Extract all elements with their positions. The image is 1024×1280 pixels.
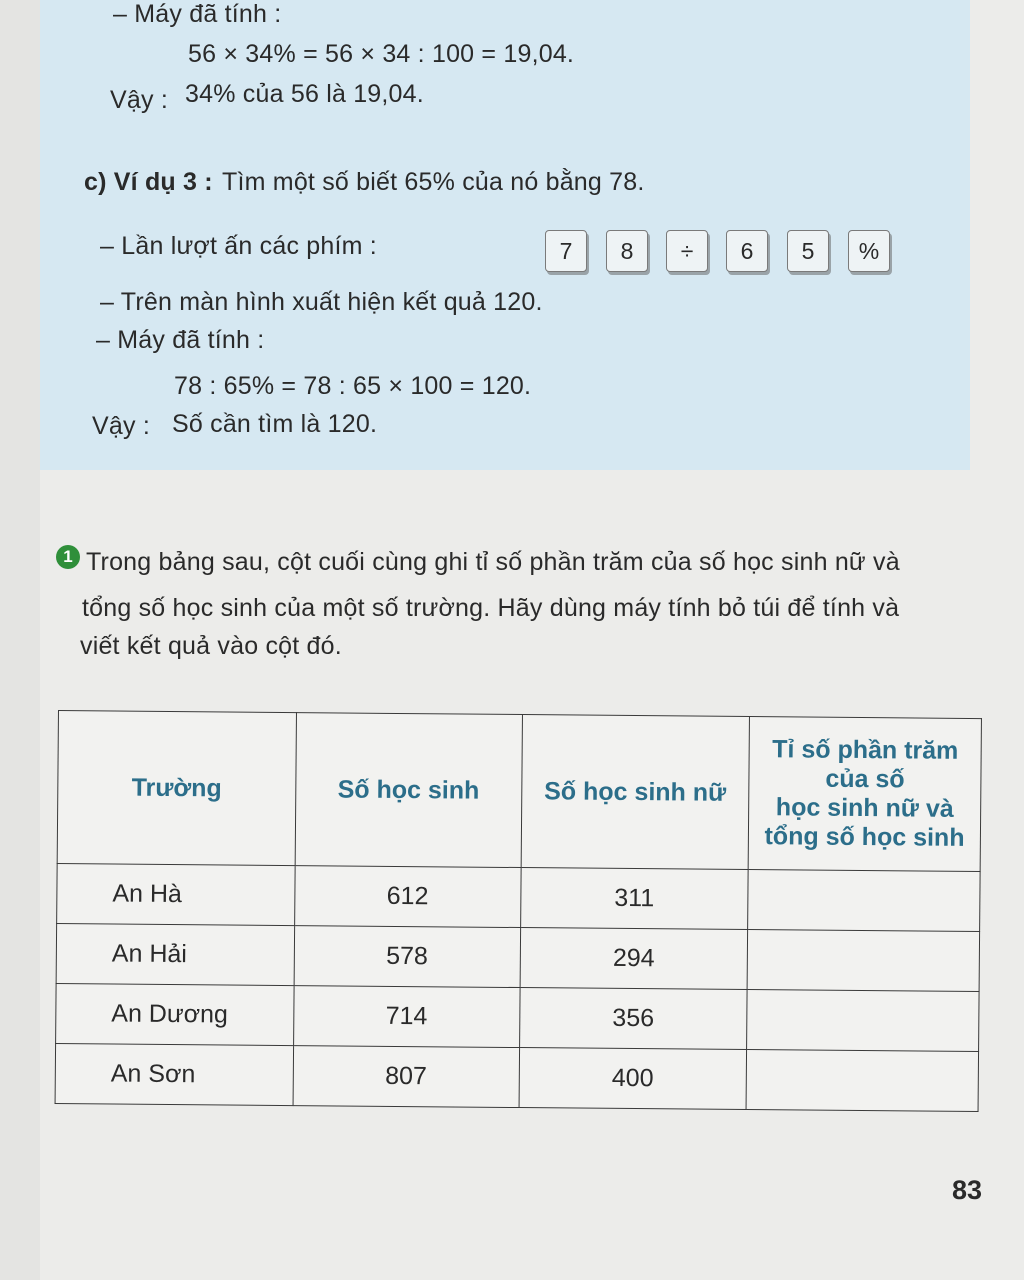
header-ratio-line: Tỉ số phần trăm <box>772 735 959 765</box>
conclusion-text-b: 34% của 56 là 19,04. <box>185 80 424 108</box>
exercise-number-icon: 1 <box>56 545 80 569</box>
header-girls: Số học sinh nữ <box>521 715 750 870</box>
cell-students: 578 <box>294 926 520 988</box>
schools-table <box>55 710 982 1112</box>
cell-girls: 400 <box>519 1048 747 1110</box>
cell-school: An Dương <box>56 983 294 1045</box>
cell-students: 807 <box>293 1046 519 1108</box>
cell-school: An Sơn <box>55 1043 293 1105</box>
header-ratio-line: học sinh nữ và <box>775 793 954 823</box>
cell-ratio-input[interactable] <box>746 1050 978 1112</box>
conclusion-text-c: Số cần tìm là 120. <box>172 410 378 438</box>
page-number: 83 <box>952 1175 983 1205</box>
exercise-text-line-2: tổng số học sinh của một số trường. Hãy dùng máy tính bỏ túi để tính và <box>82 594 900 622</box>
key-percent: % <box>848 230 890 272</box>
header-ratio <box>748 717 981 872</box>
cell-girls: 356 <box>519 988 747 1050</box>
example-3-text: Tìm một số biết 65% của nó bằng 78. <box>222 168 645 196</box>
cell-ratio-input[interactable] <box>748 870 980 932</box>
table-row <box>55 1043 978 1111</box>
conclusion-label-c: Vậy : <box>92 412 150 440</box>
key-5: 5 <box>787 230 829 272</box>
exercise-text-line-1: Trong bảng sau, cột cuối cùng ghi tỉ số phần trăm của số học sinh nữ và <box>86 548 900 576</box>
table-row <box>56 983 979 1051</box>
exercise-text-line-3: viết kết quả vào cột đó. <box>80 632 342 660</box>
header-ratio-line: của số <box>825 764 905 794</box>
key-6: 6 <box>726 230 768 272</box>
header-school: Trường <box>57 711 296 866</box>
header-ratio-line: tổng số học sinh <box>764 822 965 852</box>
calc-expression-c: 78 : 65% = 78 : 65 × 100 = 120. <box>174 372 532 400</box>
key-7: 7 <box>545 230 587 272</box>
screen-result-text: – Trên màn hình xuất hiện kết quả 120. <box>100 288 543 316</box>
cell-ratio-input[interactable] <box>747 930 979 992</box>
table-header-row <box>57 711 981 872</box>
table-row <box>56 923 979 991</box>
calc-expression-b: 56 × 34% = 56 × 34 : 100 = 19,04. <box>188 40 575 68</box>
cell-girls: 294 <box>520 928 748 990</box>
example-3-label: c) Ví dụ 3 : <box>84 168 213 196</box>
header-students: Số học sinh <box>295 713 522 868</box>
key-divide: ÷ <box>666 230 708 272</box>
conclusion-label-b: Vậy : <box>110 86 168 114</box>
cell-students: 612 <box>294 866 520 928</box>
page-gutter <box>0 0 40 1280</box>
cell-school: An Hải <box>56 923 294 985</box>
table-row <box>57 863 980 931</box>
cell-students: 714 <box>293 986 519 1048</box>
calc-label-b: – Máy đã tính : <box>113 0 282 28</box>
press-keys-label: – Lần lượt ấn các phím : <box>100 232 377 260</box>
key-8: 8 <box>606 230 648 272</box>
cell-girls: 311 <box>520 868 748 930</box>
cell-ratio-input[interactable] <box>747 990 979 1052</box>
calc-label-c: – Máy đã tính : <box>96 326 265 354</box>
cell-school: An Hà <box>57 863 295 925</box>
